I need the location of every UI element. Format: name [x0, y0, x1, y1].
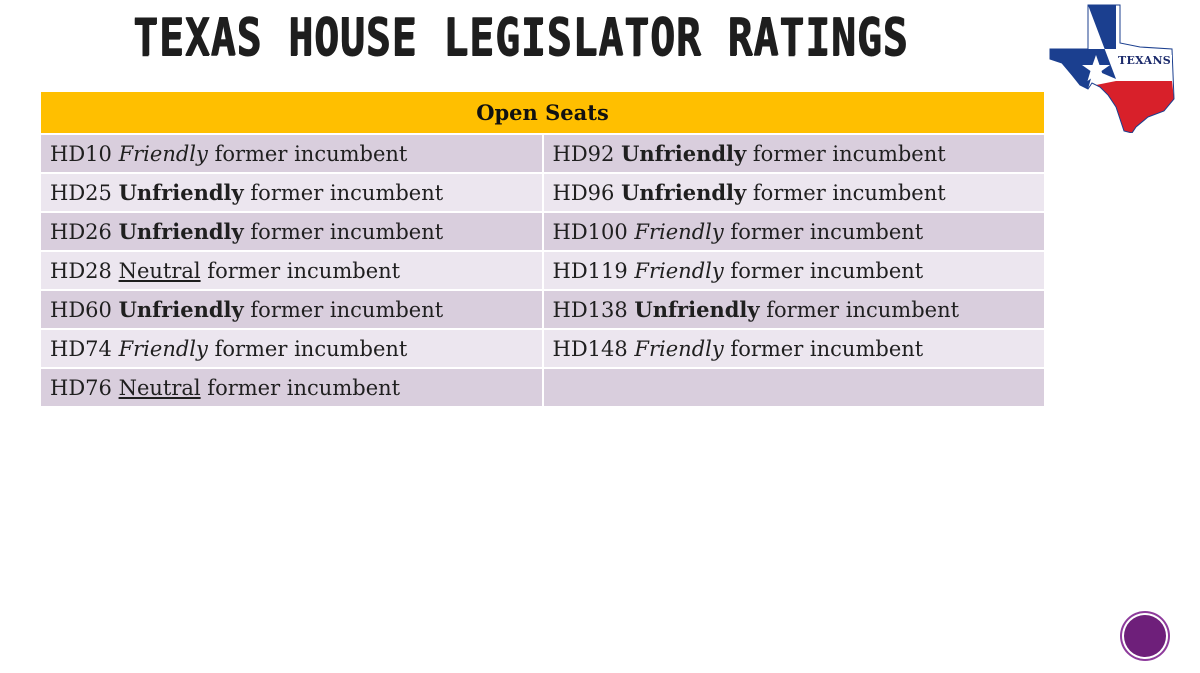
- seat-cell: [543, 173, 1045, 212]
- seat-cell: [543, 251, 1045, 290]
- seat-cell: [543, 329, 1045, 368]
- table-row: [41, 173, 1044, 212]
- seat-cell: [41, 134, 543, 173]
- rating-label: Friendly: [634, 219, 724, 244]
- table-row: [41, 290, 1044, 329]
- seat-cell: [543, 212, 1045, 251]
- rating-label: Unfriendly: [118, 180, 244, 205]
- district-label: HD138: [552, 298, 628, 322]
- district-label: HD76: [50, 375, 112, 400]
- district-label: HD92: [552, 142, 615, 166]
- district-label: HD74: [50, 336, 112, 361]
- table-row: [41, 368, 1044, 407]
- status-label: former incumbent: [730, 258, 924, 283]
- status-label: former incumbent: [207, 375, 401, 400]
- rating-label: Friendly: [634, 336, 724, 361]
- open-seats-table: [41, 92, 1044, 408]
- texas-blue-panhandle: [1050, 5, 1116, 89]
- status-label: former incumbent: [752, 181, 946, 205]
- table-body: [41, 134, 1044, 407]
- district-label: HD119: [552, 258, 628, 283]
- table-row: [41, 329, 1044, 368]
- status-label: former incumbent: [730, 219, 924, 244]
- seat-cell: [41, 173, 543, 212]
- district-label: HD10: [50, 141, 112, 166]
- district-label: HD96: [552, 181, 615, 205]
- status-label: former incumbent: [250, 298, 444, 322]
- texas-red-band: [1096, 81, 1174, 133]
- rating-label: Unfriendly: [621, 141, 747, 166]
- seat-cell: [41, 251, 543, 290]
- logo-line2: Education: [1117, 73, 1153, 83]
- logo-text: [1117, 55, 1172, 83]
- status-label: former incumbent: [730, 336, 924, 361]
- status-label: former incumbent: [207, 258, 401, 283]
- table-row: [41, 251, 1044, 290]
- rating-label: Unfriendly: [118, 219, 244, 244]
- status-label: former incumbent: [250, 220, 444, 244]
- district-label: HD26: [50, 220, 112, 244]
- district-label: HD60: [50, 298, 112, 322]
- seat-cell: [41, 368, 543, 407]
- status-label: former incumbent: [250, 181, 444, 205]
- logo-brand: TEXANS: [1118, 54, 1172, 67]
- empty-cell: [543, 368, 1045, 407]
- rating-label: Unfriendly: [634, 297, 760, 322]
- status-label: former incumbent: [214, 336, 408, 361]
- rating-label: Unfriendly: [621, 180, 747, 205]
- rating-label: Friendly: [118, 141, 208, 166]
- rating-label: Neutral: [118, 375, 201, 400]
- status-label: former incumbent: [752, 142, 946, 166]
- seat-cell: [41, 212, 543, 251]
- district-label: HD100: [552, 219, 628, 244]
- district-label: HD25: [50, 181, 112, 205]
- table-row: [41, 212, 1044, 251]
- page-title: TEXAS HOUSE LEGISLATOR RATINGS: [133, 8, 909, 68]
- rating-label: Unfriendly: [118, 297, 244, 322]
- seat-cell: [41, 329, 543, 368]
- rating-label: Friendly: [118, 336, 208, 361]
- rating-label: Neutral: [118, 258, 201, 283]
- logo-line1: For Public: [1117, 65, 1154, 75]
- table-header: Open Seats: [41, 92, 1044, 134]
- circular-badge-icon: [1122, 613, 1168, 659]
- seat-cell: [543, 134, 1045, 173]
- status-label: former incumbent: [214, 141, 408, 166]
- district-label: HD28: [50, 258, 112, 283]
- rating-label: Friendly: [634, 258, 724, 283]
- table-row: [41, 134, 1044, 173]
- status-label: former incumbent: [766, 298, 960, 322]
- seat-cell: [41, 290, 543, 329]
- seat-cell: [543, 290, 1045, 329]
- district-label: HD148: [552, 336, 628, 361]
